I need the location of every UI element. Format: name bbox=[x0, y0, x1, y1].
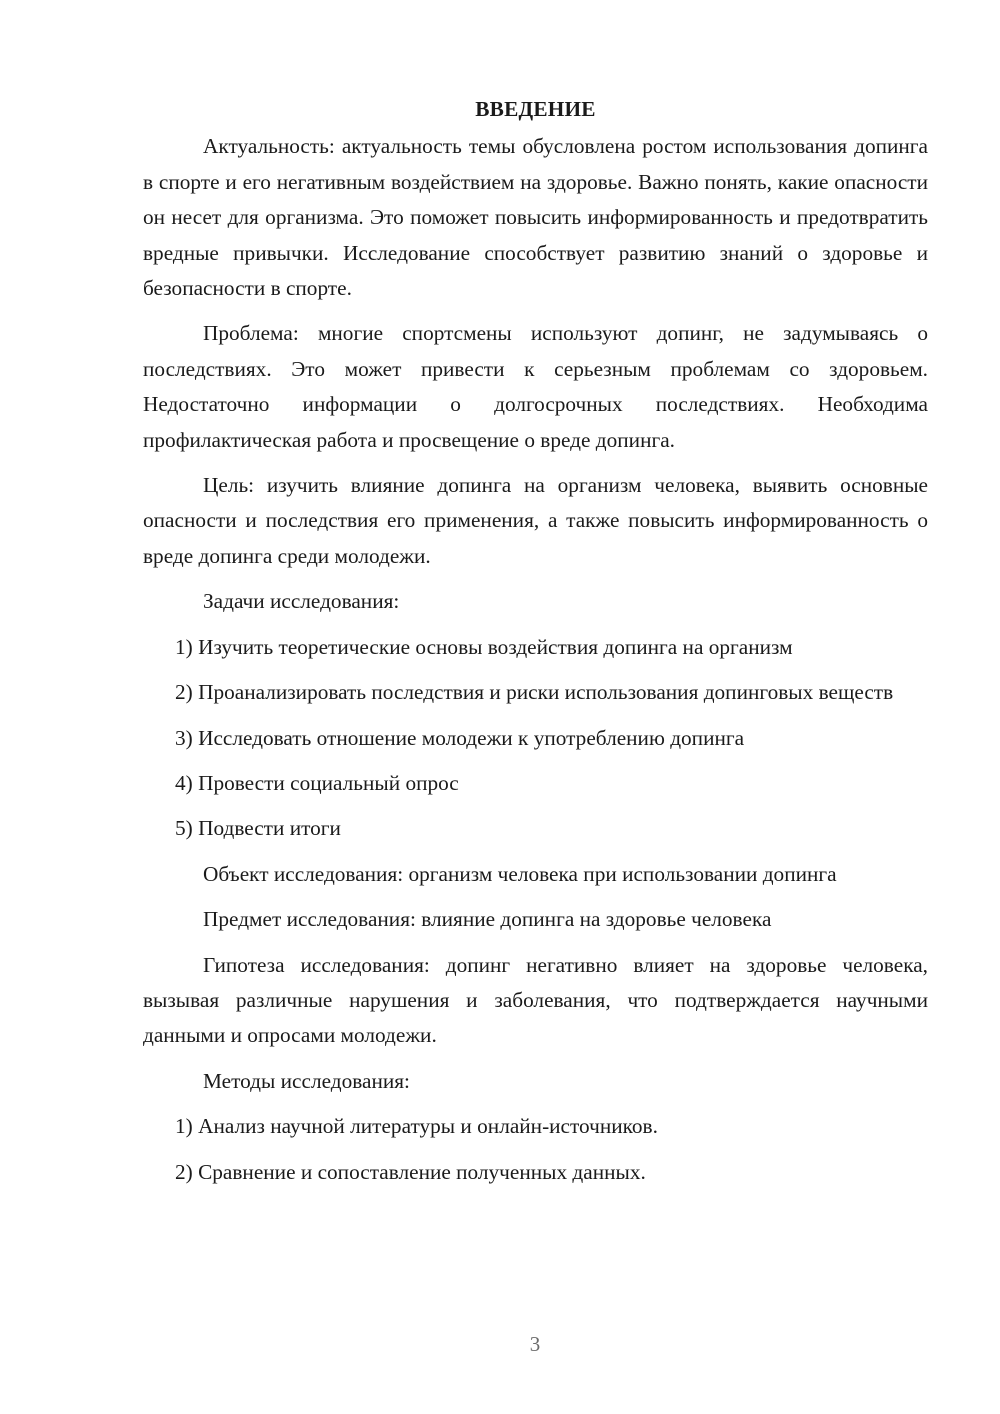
object-paragraph: Объект исследования: организм человека при использовании допинга bbox=[203, 861, 837, 886]
list-item: 2) Проанализировать последствия и риски использования допинговых веществ bbox=[175, 680, 894, 705]
list-item: 4) Провести социальный опрос bbox=[175, 770, 459, 795]
tasks-heading: Задачи исследования: bbox=[203, 589, 400, 614]
relevance-paragraph: Актуальность: актуальность темы обусловлена ростом использования допинга в спорте и его негативным воздействием на здоровье. Важно понять, какие опасности он несет для организма. Это поможет повысить информированность и предотвратить вредные привычки. Исследование способствует развитию знаний о здоровье и безопасности в спорте. bbox=[143, 134, 928, 301]
methods-heading: Методы исследования: bbox=[203, 1068, 410, 1093]
hypothesis-paragraph: Гипотеза исследования: допинг негативно влияет на здоровье человека, вызывая различные нарушения и заболевания, что подтверждается научными данными и опросами молодежи. bbox=[143, 952, 928, 1048]
goal-paragraph: Цель: изучить влияние допинга на организм человека, выявить основные опасности и последствия его применения, а также повысить информированность о вреде допинга среди молодежи. bbox=[143, 473, 928, 568]
list-item: 5) Подвести итоги bbox=[175, 816, 341, 841]
list-item: 3) Исследовать отношение молодежи к употреблению допинга bbox=[175, 725, 745, 750]
page-content bbox=[143, 92, 928, 1200]
list-item: 2) Сравнение и сопоставление полученных данных. bbox=[175, 1159, 646, 1184]
subject-paragraph: Предмет исследования: влияние допинга на здоровье человека bbox=[203, 907, 772, 932]
list-item: 1) Анализ научной литературы и онлайн-источников. bbox=[175, 1114, 658, 1139]
list-item: 1) Изучить теоретические основы воздействия допинга на организм bbox=[175, 634, 793, 659]
problem-paragraph: Проблема: многие спортсмены используют допинг, не задумываясь о последствиях. Это может привести к серьезным проблемам со здоровьем. Недостаточно информации о долгосрочных последствиях. Необходима профилактическая работа и просвещение о вреде допинга. bbox=[143, 321, 928, 452]
page-title: ВВЕДЕНИЕ bbox=[475, 97, 596, 121]
page-number: 3 bbox=[529, 1332, 541, 1356]
